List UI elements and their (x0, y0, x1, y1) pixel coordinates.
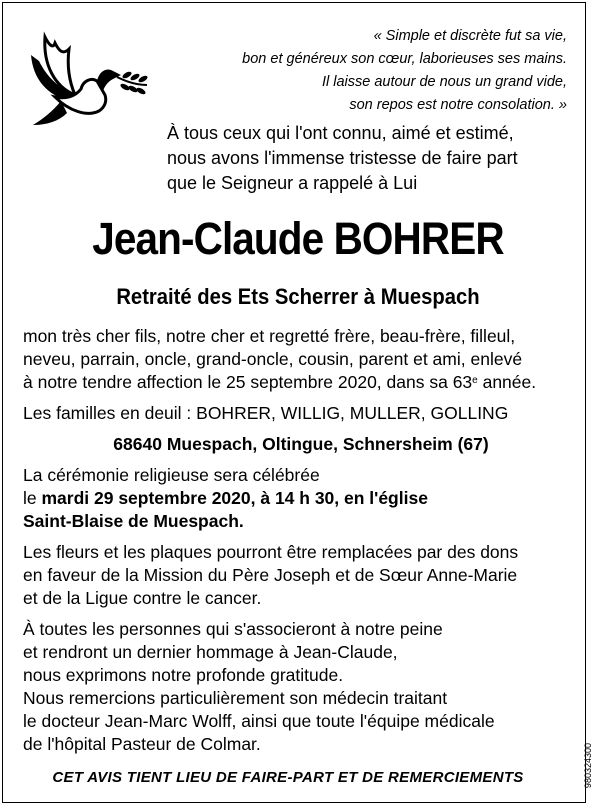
location-line: 68640 Muespach, Oltingue, Schnersheim (67) (113, 434, 489, 454)
ceremony-line: La cérémonie religieuse sera célébrée (23, 465, 320, 485)
announcement-line: à notre tendre affection le 25 septembre 2020, dans sa 63 (23, 372, 473, 392)
dove-icon (25, 25, 151, 137)
announcement-line: neveu, parrain, oncle, grand-oncle, cousin, parent et ami, enlevé (23, 349, 523, 369)
poem-line: son repos est notre consolation. » (349, 97, 567, 113)
thanks-line: le docteur Jean-Marc Wolff, ainsi que toute l'équipe médicale (23, 711, 495, 731)
poem-line: « Simple et discrète fut sa vie, (373, 28, 567, 44)
thanks-line: À toutes les personnes qui s'associeront à notre peine (23, 619, 443, 639)
intro-line: À tous ceux qui l'ont connu, aimé et estimé, (167, 123, 514, 143)
intro-line: que le Seigneur a rappelé à Lui (167, 173, 418, 193)
announcement-line: mon très cher fils, notre cher et regretté frère, beau-frère, filleul, (23, 326, 516, 346)
thanks-line: de l'hôpital Pasteur de Colmar. (23, 734, 261, 754)
deceased-name: Jean-Claude BOHRER (92, 213, 504, 264)
closing-statement: CET AVIS TIENT LIEU DE FAIRE-PART ET DE REMERCIEMENTS (52, 769, 524, 786)
thanks-line: nous exprimons notre profonde gratitude. (23, 665, 344, 685)
announcement-line-end: année. (477, 372, 537, 392)
deceased-subtitle: Retraité des Ets Scherrer à Muespach (116, 284, 480, 309)
ceremony-paragraph (23, 464, 579, 533)
notice-body (23, 325, 579, 764)
families-line: Les familles en deuil : BOHRER, WILLIG, MULLER, GOLLING (23, 403, 509, 423)
intro-line: nous avons l'immense tristesse de faire part (167, 148, 518, 168)
reference-number: 980324300 (583, 743, 593, 789)
ceremony-date: mardi 29 septembre 2020, à 14 h 30, en l'église (41, 488, 428, 508)
announcement-paragraph (23, 325, 579, 394)
thanks-line: et rendront un dernier hommage à Jean-Claude, (23, 642, 398, 662)
poem-line: Il laisse autour de nous un grand vide, (321, 74, 567, 90)
thanks-line: Nous remercions particulièrement son médecin traitant (23, 688, 448, 708)
flowers-line: et de la Ligue contre le cancer. (23, 588, 262, 608)
ordinal-superscript: e (472, 375, 478, 386)
intro-text (167, 121, 567, 196)
flowers-paragraph (23, 541, 579, 610)
poem (187, 25, 567, 117)
ceremony-church: Saint-Blaise de Muespach. (23, 511, 244, 531)
thanks-paragraph (23, 618, 579, 756)
flowers-line: Les fleurs et les plaques pourront être remplacées par des dons (23, 542, 519, 562)
flowers-line: en faveur de la Mission du Père Joseph et de Sœur Anne-Marie (23, 565, 518, 585)
poem-line: bon et généreux son cœur, laborieuses ses mains. (242, 51, 567, 67)
notice-frame (2, 2, 593, 803)
ceremony-line-prefix: le (23, 488, 42, 508)
